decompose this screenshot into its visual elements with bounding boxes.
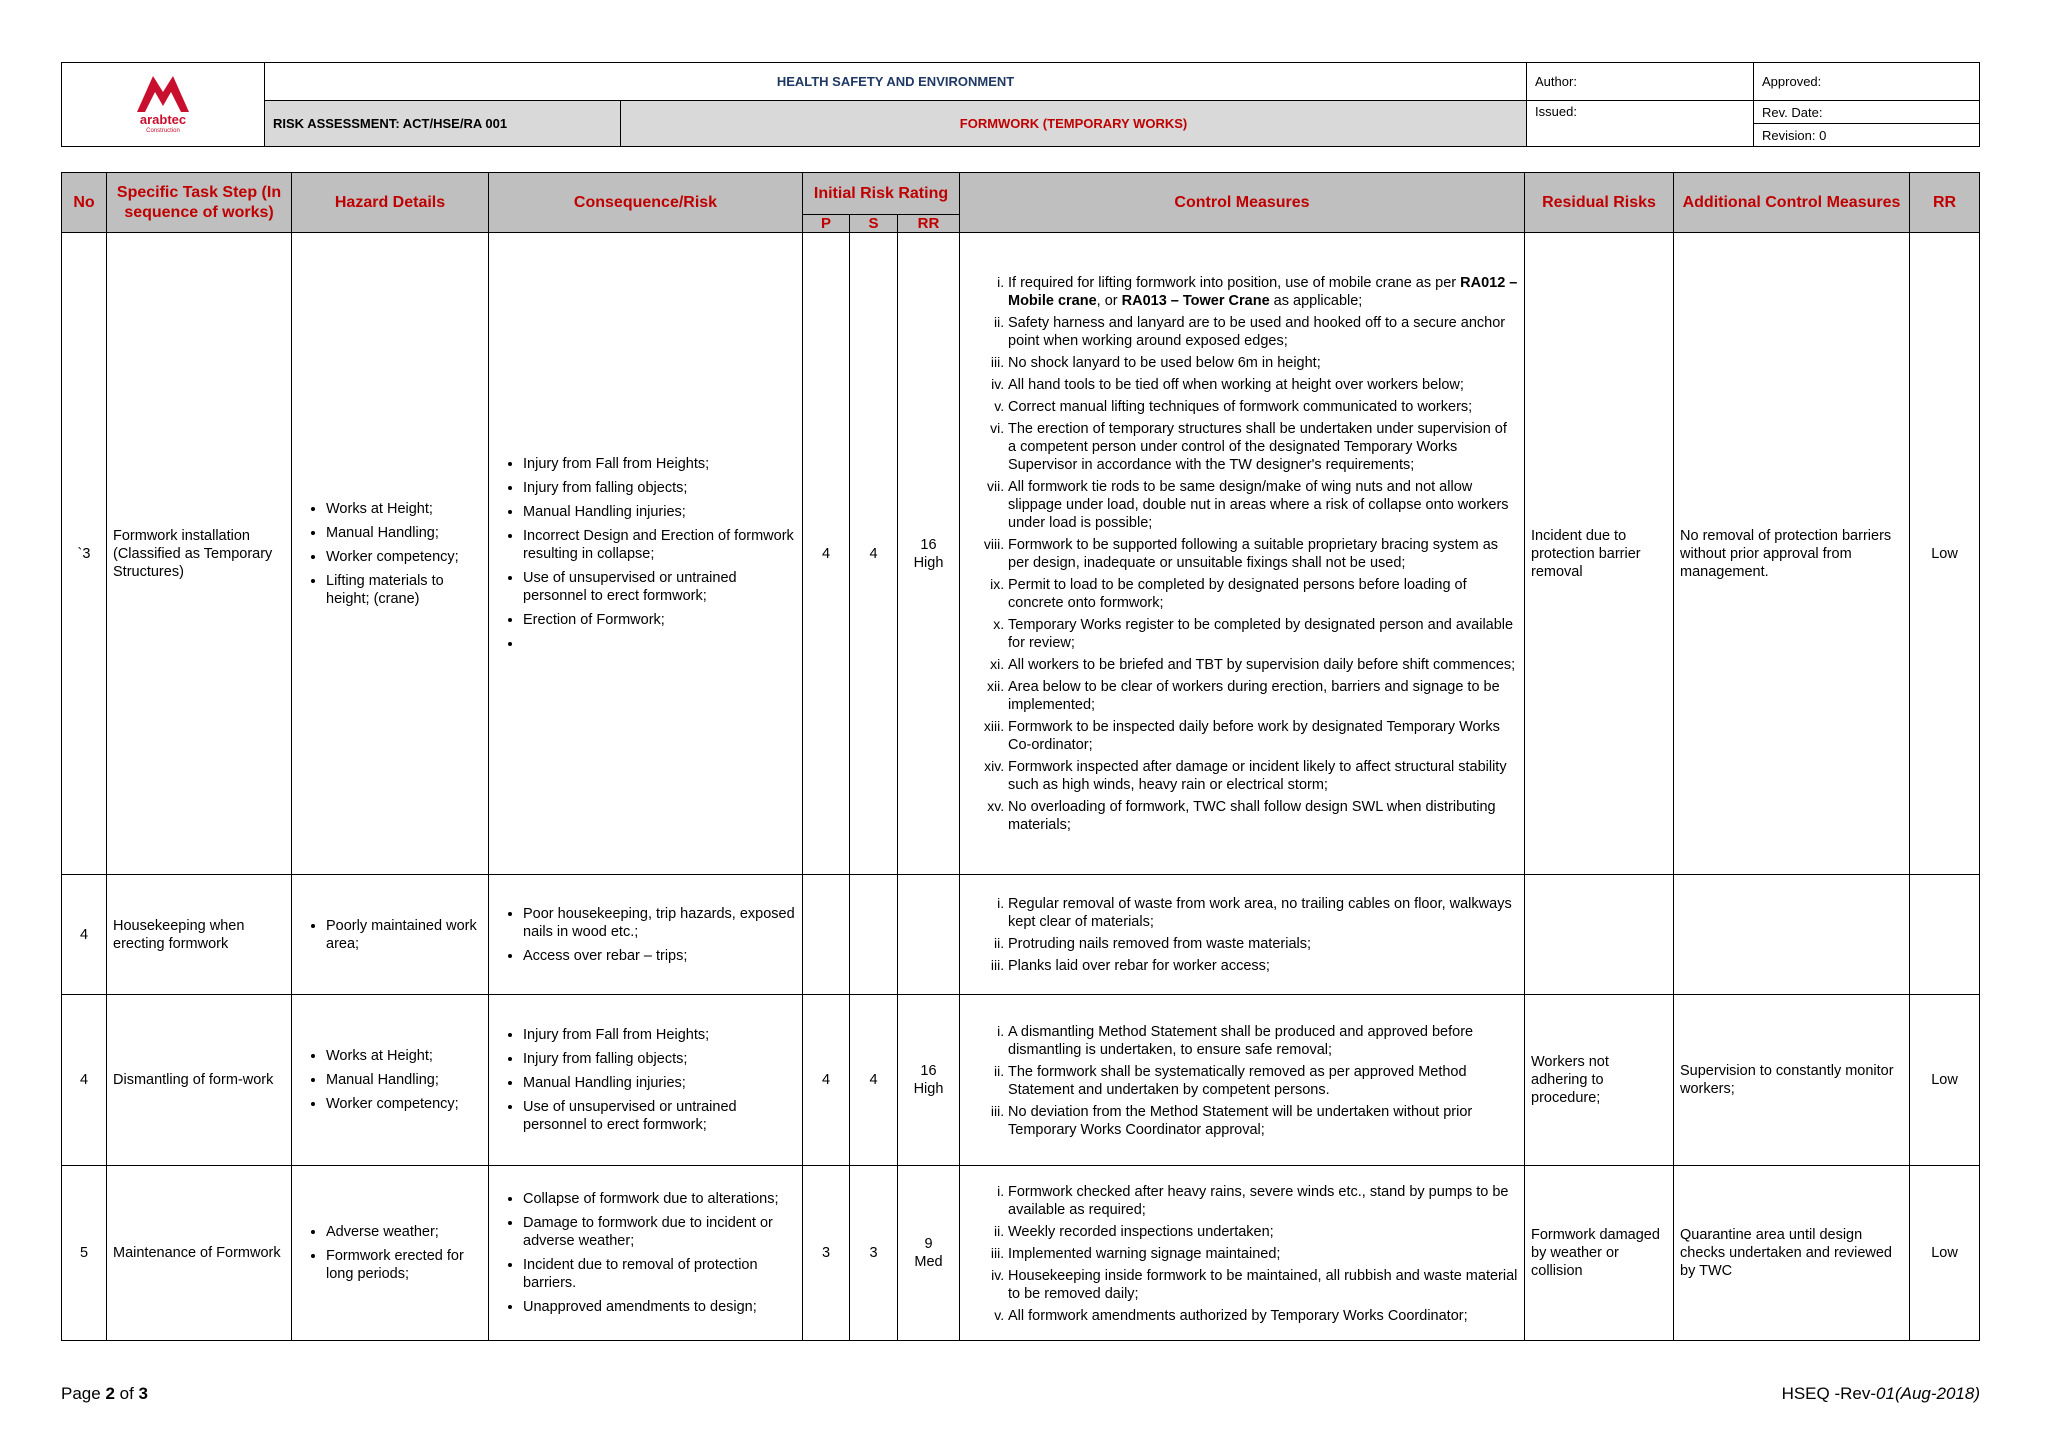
list-item: iv. All hand tools to be tied off when working at height over workers below; bbox=[1008, 375, 1518, 394]
initial-rr-level: High bbox=[913, 554, 944, 571]
initial-rr-value: 16 bbox=[920, 1063, 937, 1079]
list-item: iii. No deviation from the Method Statement will be undertaken without prior Temporary Works Coordinator approval; bbox=[1008, 1102, 1518, 1139]
list-item: xiv. Formwork inspected after damage or incident likely to affect structural stability such as high winds, heavy rain or electrical storm; bbox=[1008, 757, 1518, 794]
header-rr: RR bbox=[898, 215, 960, 233]
residual-rr bbox=[1910, 1166, 1980, 1341]
consequence-risk bbox=[489, 875, 803, 995]
control-list bbox=[966, 1022, 1518, 1139]
hazard-list bbox=[298, 1223, 482, 1283]
document-code bbox=[1782, 1384, 1980, 1404]
header-control: Control Measures bbox=[960, 173, 1525, 233]
list-item: i. A dismantling Method Statement shall be produced and approved before dismantling is undertaken, to ensure safe removal; bbox=[1008, 1022, 1518, 1059]
task-step bbox=[107, 995, 292, 1166]
header-residual: Residual Risks bbox=[1525, 173, 1674, 233]
list-item: • Manual Handling injuries; bbox=[523, 1074, 796, 1092]
hse-title: HEALTH SAFETY AND ENVIRONMENT bbox=[265, 63, 1527, 101]
list-item: xiii. Formwork to be inspected daily before work by designated Temporary Works Co-ordinator; bbox=[1008, 717, 1518, 754]
hazard-details bbox=[292, 233, 489, 875]
list-item: • Incorrect Design and Erection of formwork resulting in collapse; bbox=[523, 527, 796, 563]
residual-risks bbox=[1525, 233, 1674, 875]
list-item: • Works at Height; bbox=[326, 1047, 482, 1065]
initial-rr-value: 9 bbox=[924, 1236, 933, 1252]
header-task: Specific Task Step (In sequence of works) bbox=[107, 173, 292, 233]
list-item: ii. Weekly recorded inspections undertaken; bbox=[1008, 1222, 1518, 1241]
task-step bbox=[107, 1166, 292, 1341]
list-item: • Poor housekeeping, trip hazards, exposed nails in wood etc.; bbox=[523, 905, 796, 941]
control-list bbox=[966, 894, 1518, 975]
initial-s-text: 4 bbox=[869, 1072, 878, 1088]
row-number bbox=[62, 995, 107, 1166]
list-item: i. Formwork checked after heavy rains, severe winds etc., stand by pumps to be available as required; bbox=[1008, 1182, 1518, 1219]
rev-date-field: Rev. Date: bbox=[1754, 101, 1980, 124]
list-item: iv. Housekeeping inside formwork to be maintained, all rubbish and waste material to be removed daily; bbox=[1008, 1266, 1518, 1303]
document-header bbox=[61, 62, 1980, 147]
list-item: • Worker competency; bbox=[326, 548, 482, 566]
additional-control bbox=[1674, 995, 1910, 1166]
list-item: • Poorly maintained work area; bbox=[326, 917, 482, 953]
consequence-risk bbox=[489, 995, 803, 1166]
list-item: viii. Formwork to be supported following a suitable proprietary bracing system as per design, inadequate or unsuitable fixings shall not be used; bbox=[1008, 535, 1518, 572]
residual-rr-text: Low bbox=[1931, 545, 1958, 562]
header-initial-risk: Initial Risk Rating bbox=[803, 173, 960, 215]
additional-control-text: Quarantine area until design checks undertaken and reviewed by TWC bbox=[1680, 1227, 1892, 1279]
doc-revision: 01(Aug-2018) bbox=[1876, 1384, 1980, 1403]
list-item: xv. No overloading of formwork, TWC shall follow design SWL when distributing materials; bbox=[1008, 797, 1518, 834]
initial-p-text: 3 bbox=[821, 1245, 831, 1261]
row-number-text: 4 bbox=[79, 926, 89, 943]
list-item: xi. All workers to be briefed and TBT by supervision daily before shift commences; bbox=[1008, 655, 1518, 674]
residual-risks bbox=[1525, 875, 1674, 995]
initial-p-text: 4 bbox=[821, 1072, 831, 1088]
initial-rr-level: High bbox=[913, 1081, 944, 1097]
list-item: • Injury from falling objects; bbox=[523, 1050, 796, 1068]
consequence-list bbox=[495, 1190, 796, 1316]
initial-p bbox=[803, 233, 850, 875]
task-step-text: Housekeeping when erecting formwork bbox=[113, 917, 245, 952]
table-row bbox=[62, 1166, 1980, 1341]
list-item: vii. All formwork tie rods to be same design/make of wing nuts and not allow slippage under load, double nut in areas where a risk of collapse onto workers under load is possible; bbox=[1008, 477, 1518, 532]
list-item: i. Regular removal of waste from work area, no trailing cables on floor, walkways kept clear of materials; bbox=[1008, 894, 1518, 931]
consequence-list bbox=[495, 455, 796, 653]
initial-rr bbox=[898, 995, 960, 1166]
list-item: • Manual Handling; bbox=[326, 1071, 482, 1089]
table-row bbox=[62, 995, 1980, 1166]
additional-control bbox=[1674, 875, 1910, 995]
list-item: xii. Area below to be clear of workers during erection, barriers and signage to be implemented; bbox=[1008, 677, 1518, 714]
list-item: • Collapse of formwork due to alterations; bbox=[523, 1190, 796, 1208]
residual-risks bbox=[1525, 1166, 1674, 1341]
header-rr-final: RR bbox=[1910, 173, 1980, 233]
list-item: i. If required for lifting formwork into position, use of mobile crane as per RA012 – Mobile crane, or RA013 – Tower Crane as applicable; bbox=[1008, 273, 1518, 310]
page-of: of bbox=[114, 1384, 139, 1403]
control-measures bbox=[960, 1166, 1525, 1341]
row-number bbox=[62, 233, 107, 875]
list-item: • Injury from Fall from Heights; bbox=[523, 455, 796, 473]
control-measures bbox=[960, 995, 1525, 1166]
page-number bbox=[61, 1384, 148, 1404]
additional-control-text: Supervision to constantly monitor workers; bbox=[1680, 1063, 1894, 1097]
hazard-list bbox=[298, 500, 482, 608]
task-step bbox=[107, 233, 292, 875]
list-item: • Injury from Fall from Heights; bbox=[523, 1026, 796, 1044]
row-number bbox=[62, 1166, 107, 1341]
header-hazard: Hazard Details bbox=[292, 173, 489, 233]
residual-risks-text: Formwork damaged by weather or collision bbox=[1531, 1227, 1660, 1279]
initial-s-text: 4 bbox=[869, 545, 878, 562]
consequence-list bbox=[495, 905, 796, 965]
list-item: • Incident due to removal of protection barriers. bbox=[523, 1256, 796, 1292]
row-number-text: `3 bbox=[77, 545, 91, 562]
issued-field: Issued: bbox=[1527, 101, 1754, 147]
task-step bbox=[107, 875, 292, 995]
hazard-list bbox=[298, 1047, 482, 1113]
additional-control bbox=[1674, 233, 1910, 875]
list-item: • Formwork erected for long periods; bbox=[326, 1247, 482, 1283]
header-p: P bbox=[803, 215, 850, 233]
list-item: ii. The formwork shall be systematically removed as per approved Method Statement and undertaken by competent persons. bbox=[1008, 1062, 1518, 1099]
initial-p bbox=[803, 1166, 850, 1341]
list-item: • Manual Handling injuries; bbox=[523, 503, 796, 521]
hazard-details bbox=[292, 875, 489, 995]
hazard-details bbox=[292, 1166, 489, 1341]
author-field: Author: bbox=[1527, 63, 1754, 101]
list-item: • Use of unsupervised or untrained personnel to erect formwork; bbox=[523, 569, 796, 605]
header-additional: Additional Control Measures bbox=[1674, 173, 1910, 233]
additional-control bbox=[1674, 1166, 1910, 1341]
hazard-list bbox=[298, 917, 482, 953]
table-body bbox=[62, 233, 1980, 1341]
list-item: v. All formwork amendments authorized by Temporary Works Coordinator; bbox=[1008, 1306, 1518, 1325]
additional-control-text: No removal of protection barriers without prior approval from management. bbox=[1680, 527, 1892, 580]
list-item: • Lifting materials to height; (crane) bbox=[326, 572, 482, 608]
list-item: • Damage to formwork due to incident or adverse weather; bbox=[523, 1214, 796, 1250]
list-item: iii. No shock lanyard to be used below 6m in height; bbox=[1008, 353, 1518, 372]
initial-s bbox=[850, 875, 898, 995]
residual-risks-text: Workers not adhering to procedure; bbox=[1531, 1054, 1609, 1106]
list-item: ii. Safety harness and lanyard are to be used and hooked off to a secure anchor point when working around exposed edges; bbox=[1008, 313, 1518, 350]
initial-rr-value: 16 bbox=[920, 536, 937, 553]
list-item bbox=[523, 635, 796, 653]
list-item: • Manual Handling; bbox=[326, 524, 482, 542]
residual-rr-text: Low bbox=[1931, 1072, 1958, 1088]
list-item: iii. Planks laid over rebar for worker access; bbox=[1008, 956, 1518, 975]
page-total: 3 bbox=[138, 1384, 148, 1403]
control-list bbox=[966, 1182, 1518, 1325]
table-row bbox=[62, 233, 1980, 875]
logo-cell bbox=[62, 63, 265, 147]
list-item: • Erection of Formwork; bbox=[523, 611, 796, 629]
control-measures bbox=[960, 233, 1525, 875]
list-item: iii. Implemented warning signage maintained; bbox=[1008, 1244, 1518, 1263]
residual-risks bbox=[1525, 995, 1674, 1166]
list-item: • Use of unsupervised or untrained personnel to erect formwork; bbox=[523, 1098, 796, 1134]
header-s: S bbox=[850, 215, 898, 233]
residual-risks-text: Incident due to protection barrier removal bbox=[1531, 527, 1641, 580]
row-number-text: 4 bbox=[79, 1072, 89, 1088]
initial-s bbox=[850, 233, 898, 875]
initial-rr bbox=[898, 875, 960, 995]
risk-assessment-title: RISK ASSESSMENT: ACT/HSE/RA 001 bbox=[265, 101, 621, 147]
row-number bbox=[62, 875, 107, 995]
control-measures bbox=[960, 875, 1525, 995]
list-item: x. Temporary Works register to be completed by designated person and available for review; bbox=[1008, 615, 1518, 652]
initial-p bbox=[803, 875, 850, 995]
task-step-text: Dismantling of form-work bbox=[113, 1072, 274, 1088]
initial-p bbox=[803, 995, 850, 1166]
list-item: vi. The erection of temporary structures shall be undertaken under supervision of a competent person under control of the designated Temporary Works Supervisor in accordance with the TW designer's requirements; bbox=[1008, 419, 1518, 474]
risk-assessment-table bbox=[61, 172, 1980, 1341]
row-number-text: 5 bbox=[79, 1245, 89, 1261]
work-title: FORMWORK (TEMPORARY WORKS) bbox=[621, 101, 1527, 147]
list-item: ii. Protruding nails removed from waste materials; bbox=[1008, 934, 1518, 953]
initial-s bbox=[850, 1166, 898, 1341]
residual-rr bbox=[1910, 875, 1980, 995]
list-item: • Injury from falling objects; bbox=[523, 479, 796, 497]
logo-subtext: Construction bbox=[146, 128, 180, 134]
header-no: No bbox=[62, 173, 107, 233]
residual-rr bbox=[1910, 233, 1980, 875]
initial-rr bbox=[898, 1166, 960, 1341]
list-item: • Access over rebar – trips; bbox=[523, 947, 796, 965]
hazard-details bbox=[292, 995, 489, 1166]
arabtec-logo-icon bbox=[123, 72, 203, 134]
initial-p-text: 4 bbox=[821, 545, 831, 562]
list-item: • Unapproved amendments to design; bbox=[523, 1298, 796, 1316]
initial-s bbox=[850, 995, 898, 1166]
list-item: • Worker competency; bbox=[326, 1095, 482, 1113]
list-item: • Adverse weather; bbox=[326, 1223, 482, 1241]
task-step-text: Formwork installation (Classified as Temporary Structures) bbox=[113, 527, 273, 580]
logo-text: arabtec bbox=[139, 112, 187, 127]
task-step-text: Maintenance of Formwork bbox=[113, 1245, 281, 1261]
initial-s-text: 3 bbox=[869, 1245, 878, 1261]
list-item: v. Correct manual lifting techniques of formwork communicated to workers; bbox=[1008, 397, 1518, 416]
consequence-risk bbox=[489, 233, 803, 875]
consequence-risk bbox=[489, 1166, 803, 1341]
page-prefix: Page bbox=[61, 1384, 106, 1403]
list-item: ix. Permit to load to be completed by designated persons before loading of concrete onto formwork; bbox=[1008, 575, 1518, 612]
residual-rr-text: Low bbox=[1931, 1245, 1958, 1261]
doc-code: HSEQ -Rev- bbox=[1781, 1384, 1877, 1403]
initial-rr-level: Med bbox=[914, 1254, 943, 1270]
residual-rr bbox=[1910, 995, 1980, 1166]
control-list bbox=[966, 273, 1518, 834]
initial-rr bbox=[898, 233, 960, 875]
list-item: • Works at Height; bbox=[326, 500, 482, 518]
table-row bbox=[62, 875, 1980, 995]
page-current: 2 bbox=[105, 1384, 115, 1403]
revision-field: Revision: 0 bbox=[1754, 124, 1980, 147]
consequence-list bbox=[495, 1026, 796, 1134]
approved-field: Approved: bbox=[1754, 63, 1980, 101]
header-consequence: Consequence/Risk bbox=[489, 173, 803, 233]
